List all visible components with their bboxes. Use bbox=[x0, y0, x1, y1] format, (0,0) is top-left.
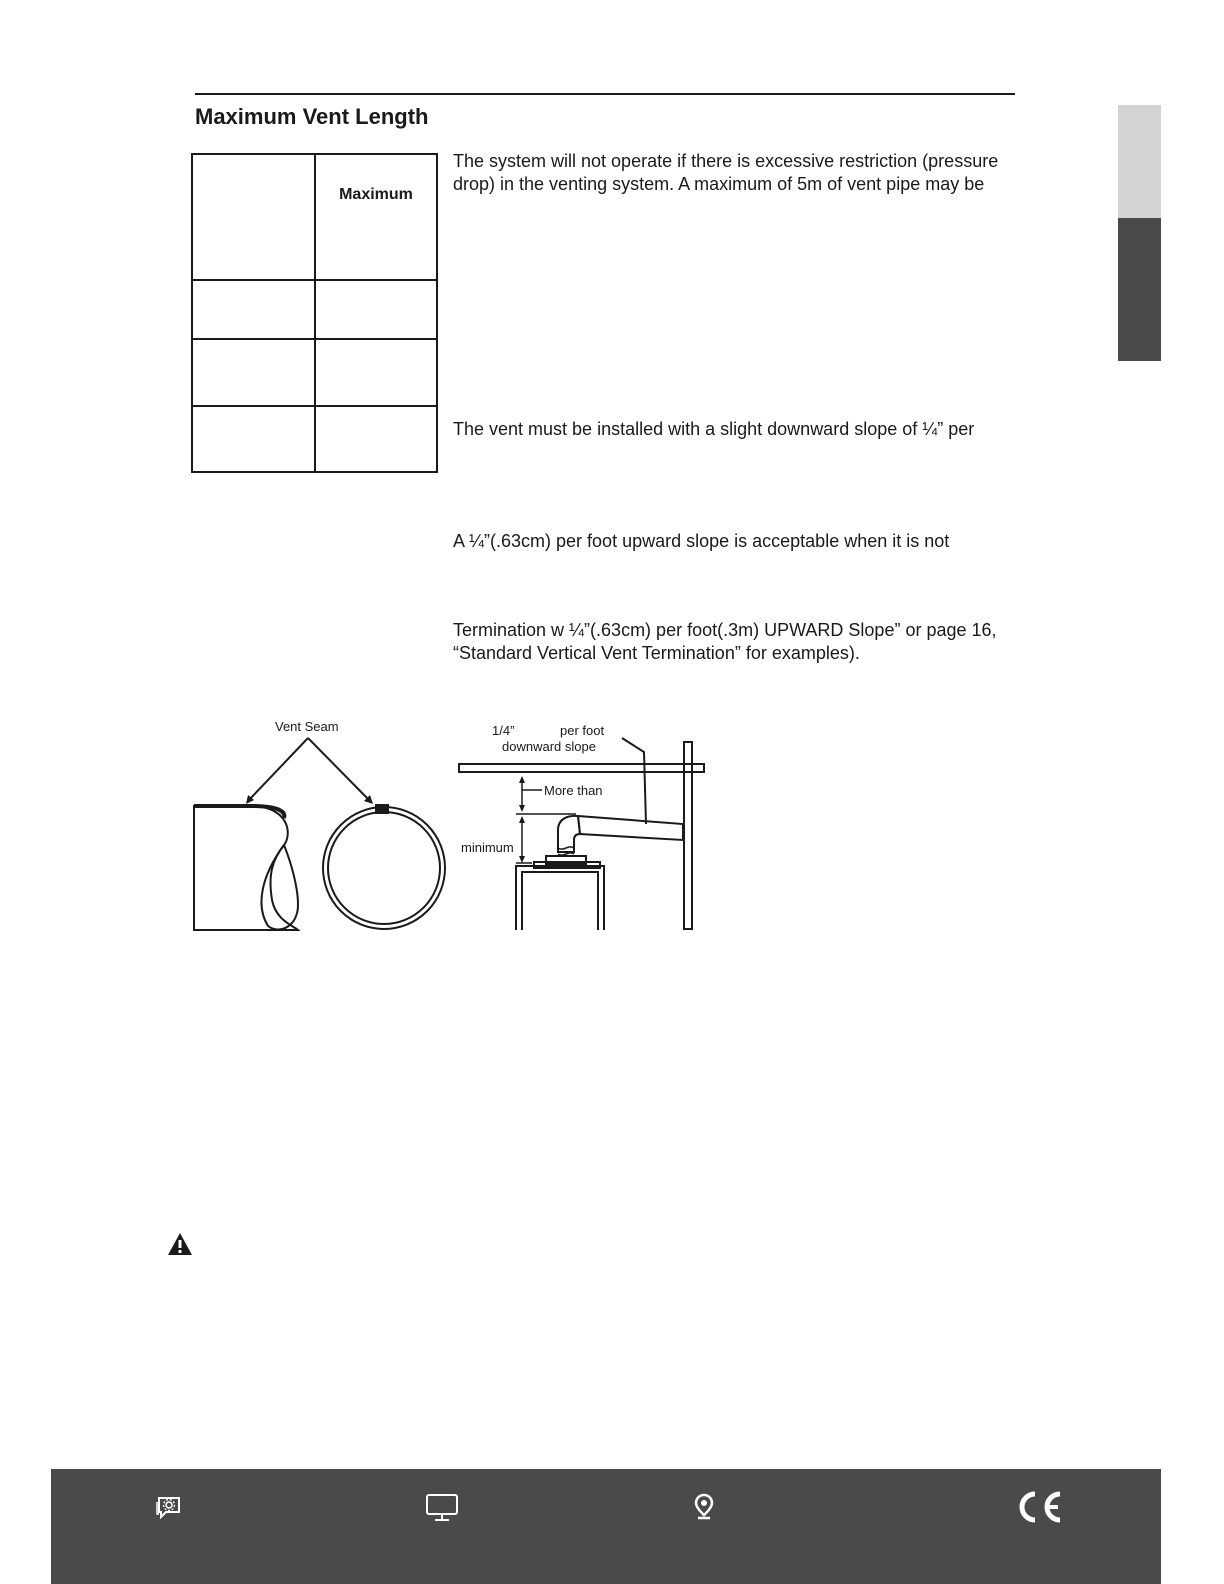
page-title: Maximum Vent Length bbox=[195, 104, 429, 129]
paragraph-restriction bbox=[453, 150, 998, 196]
vent-seam-illustration bbox=[194, 719, 445, 930]
vent-seam-label: Vent Seam bbox=[275, 719, 339, 734]
table-cell bbox=[315, 339, 437, 405]
table-row bbox=[192, 339, 437, 405]
paragraph-line: A ¼”(.63cm) per foot upward slope is acceptable when it is not bbox=[453, 531, 950, 551]
table-cell bbox=[315, 280, 437, 339]
wall bbox=[684, 742, 692, 929]
heater-cabinet-inner bbox=[522, 872, 598, 930]
paragraph-line: Termination w ¼”(.63cm) per foot(.3m) UPWARD Slope” or page 16, bbox=[453, 620, 997, 640]
ceiling-beam bbox=[459, 764, 704, 772]
minimum-label: minimum bbox=[461, 840, 514, 855]
paragraph-downward-slope bbox=[453, 418, 974, 441]
settings-chat-icon bbox=[155, 1493, 183, 1521]
table-cell bbox=[192, 280, 315, 339]
footer-bar bbox=[51, 1469, 1161, 1584]
header-rule bbox=[195, 93, 1015, 95]
vent-diagram bbox=[180, 700, 720, 940]
paragraph-line: The vent must be installed with a slight downward slope of ¼” per bbox=[453, 419, 975, 439]
location-pin-icon bbox=[693, 1493, 715, 1521]
pipe-seam-block bbox=[375, 804, 389, 814]
slope-leader-line bbox=[622, 738, 646, 824]
table-header-row bbox=[192, 154, 437, 280]
more-than-label: More than bbox=[544, 783, 603, 798]
side-tab-dark bbox=[1118, 218, 1161, 361]
table-cell bbox=[315, 406, 437, 472]
seam-arrow-right bbox=[308, 738, 370, 801]
slope-fraction-label: 1/4” bbox=[492, 723, 515, 738]
table-cell bbox=[192, 406, 315, 472]
clearance-arrowhead-top bbox=[519, 776, 525, 783]
vent-pipe-horizontal bbox=[578, 816, 683, 840]
ce-mark-icon bbox=[1015, 1489, 1065, 1525]
paragraph-line: “Standard Vertical Vent Termination” for examples). bbox=[453, 643, 860, 663]
clearance-arrowhead-bottom bbox=[519, 805, 525, 812]
slope-downward-label: downward slope bbox=[502, 739, 596, 754]
table-header-cell bbox=[315, 154, 437, 280]
minimum-arrowhead-top bbox=[519, 816, 525, 823]
vent-slope-illustration bbox=[459, 723, 704, 930]
side-tab-light bbox=[1118, 105, 1161, 218]
flattened-pipe bbox=[194, 806, 298, 930]
flattened-pipe-seam bbox=[194, 806, 284, 818]
table-header-maximum: Maximum bbox=[339, 186, 413, 203]
paragraph-upward-slope bbox=[453, 530, 949, 553]
minimum-arrowhead-bottom bbox=[519, 856, 525, 863]
table-row bbox=[192, 280, 437, 339]
seam-arrow-left bbox=[248, 738, 308, 801]
pipe-inner-ring bbox=[328, 812, 440, 924]
vent-length-table bbox=[191, 153, 438, 473]
paragraph-line: The system will not operate if there is excessive restriction (pressure bbox=[453, 151, 999, 171]
table-cell bbox=[192, 339, 315, 405]
table-row bbox=[192, 406, 437, 472]
heater-cabinet-outer bbox=[516, 866, 604, 930]
monitor-icon bbox=[425, 1493, 459, 1523]
pipe-outer-ring bbox=[323, 807, 445, 929]
paragraph-termination bbox=[453, 619, 997, 665]
warning-triangle-icon bbox=[167, 1232, 193, 1256]
table-header-cell bbox=[192, 154, 315, 280]
paragraph-line: drop) in the venting system. A maximum of 5m of vent pipe may be bbox=[453, 174, 985, 194]
slope-per-foot-label: per foot bbox=[560, 723, 605, 738]
